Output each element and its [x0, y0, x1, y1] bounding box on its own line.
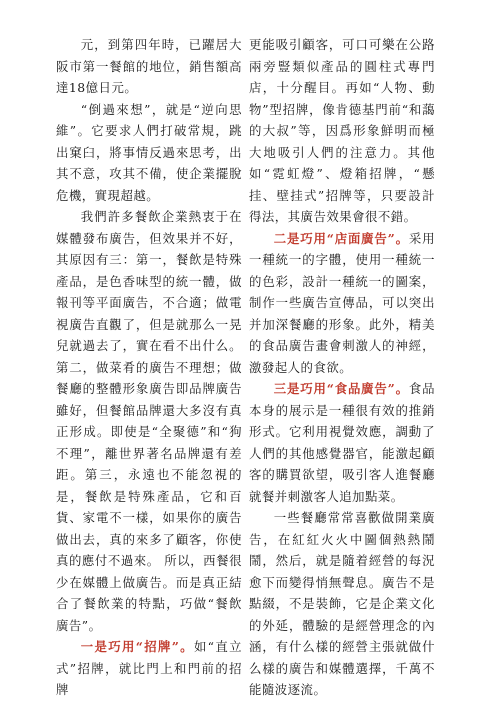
body-text: 采用一種統一的字體，使用一種統一的色彩，設計一種統一的圖案，制作一些廣告宣傳品，可以突出并加深餐廳的形象。此外，精美的食品廣告畫會刺激人的神經，激發起人的食欲。 [249, 230, 436, 375]
paragraph [249, 507, 435, 701]
body-text: 如“直立式”招牌，就比門上和門前的招牌 [56, 639, 242, 697]
paragraph [56, 206, 242, 636]
body-text: 更能吸引顧客，可口可樂在公路兩旁豎類似產品的圓柱式專門店，十分醒目。再如“人物、動物”型招牌，像肯德基門前“和藹的大叔”等，因爲形象鮮明而極大地吸引人們的注意力。其他如“霓虹燈”、燈箱招牌，“懸挂、壁挂式”招牌等，只要設計得法，其廣告效果會很不錯。 [249, 37, 435, 224]
body-text: “倒過來想”，就是“逆向思維”。它要求人們打破常規，跳出窠臼，將事情反過來思考，出其不意，攻其不備，使企業擺脫危機，實現超越。 [56, 101, 242, 203]
right-column [249, 34, 435, 701]
paragraph [56, 636, 242, 701]
body-text: 一些餐廳常常喜歡做開業廣告，在紅紅火火中圖個熱熱鬧鬧，然后，就是隨着經營的每況愈下而變得悄無聲息。廣告不是點綴，不是裝飾，它是企業文化的外延，體驗的是經營理念的內涵，有什么樣的經營主張就做什么樣的廣告和媒體選擇，千萬不能隨波逐流。 [249, 510, 435, 697]
body-text: 我們許多餐飲企業熱衷于在媒體發布廣告，但效果并不好，其原因有三：第一，餐飲是特殊產品，是色香味型的統一體，做報刊等平面廣告，不合適；做電視廣告直觀了，但是就那么一晃兒就過去了，實在看不出什么。第二，做菜肴的廣告不理想；做餐廳的整體形象廣告即品牌廣告雖好，但餐館品牌還大多沒有真正形成。即使是“全聚德”和“狗不理”，離世界著名品牌還有差距。第三，永遠也不能忽視的是，餐飲是特殊產品，它和百貨、家電不一樣，如果你的廣告做出去，真的來多了顧客，你使真的應付不過來。 所以，西餐很少在媒體上做廣告。而是真正結合了餐飲業的特點，巧做“餐飲廣告”。 [56, 209, 242, 633]
highlighted-heading: 三是巧用“食品廣告”。 [273, 381, 409, 396]
paragraph [249, 34, 435, 228]
highlighted-heading: 一是巧用“招牌”。 [80, 639, 194, 654]
highlighted-heading: 二是巧用“店面廣告”。 [273, 230, 409, 246]
left-column [56, 34, 242, 701]
body-text: 食品本身的展示是一種很有效的推銷形式。它利用視覺效應，調動了人們的其他感覺器官，能激起顧客的購買欲望，吸引客人進餐廳就餐并刺激客人追加點菜。 [249, 381, 436, 504]
paragraph [249, 228, 435, 379]
paragraph [249, 378, 435, 507]
paragraph [56, 34, 242, 99]
body-text: 元，到第四年時，已躍居大阪市第一餐館的地位，銷售額高達18億日元。 [56, 37, 242, 95]
paragraph [56, 99, 242, 207]
